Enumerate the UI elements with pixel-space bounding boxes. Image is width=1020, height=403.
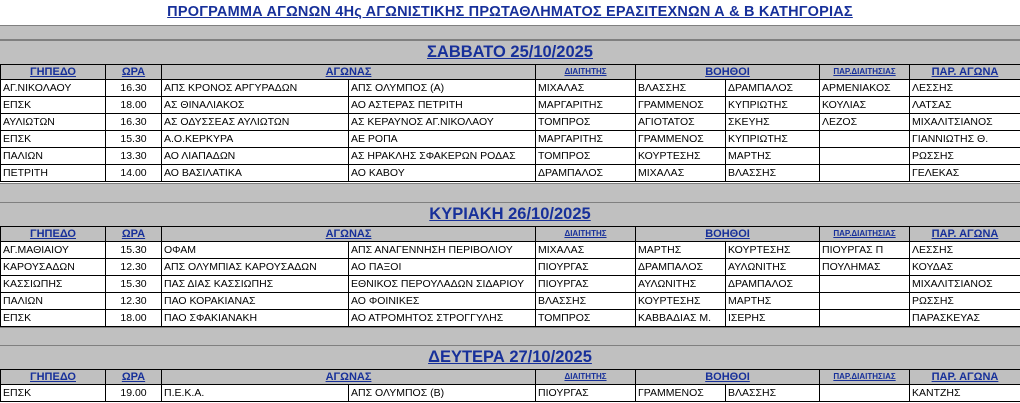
assistant-2-cell: ΔΡΑΜΠΑΛΟΣ <box>726 276 820 293</box>
field-cell: ΑΥΛΙΩΤΩΝ <box>1 114 106 131</box>
field-cell: ΕΠΣΚ <box>1 310 106 327</box>
time-cell: 14.00 <box>106 165 162 182</box>
header-observer: ΠΑΡ. ΑΓΩΝΑ <box>910 370 1020 385</box>
referee-cell: ΠΙΟΥΡΓΑΣ <box>536 276 636 293</box>
home-team-cell: ΠΑΣ ΔΙΑΣ ΚΑΣΣΙΩΠΗΣ <box>162 276 349 293</box>
referee-cell: ΜΙΧΑΛΑΣ <box>536 242 636 259</box>
assistant-2-cell: ΔΡΑΜΠΑΛΟΣ <box>726 80 820 97</box>
observer-cell: ΡΩΣΣΗΣ <box>910 293 1020 310</box>
assistant-1-cell: ΔΡΑΜΠΑΛΟΣ <box>636 259 726 276</box>
table-row <box>1 242 1020 259</box>
home-team-cell: Π.Ε.Κ.Α. <box>162 385 349 402</box>
assistant-1-cell: ΓΡΑΜΜΕΝΟΣ <box>636 385 726 402</box>
header-referee: ΔΙΑΙΤΗΤΗΣ <box>536 65 636 80</box>
assistant-1-cell: ΜΑΡΤΗΣ <box>636 242 726 259</box>
referee-cell: ΤΟΜΠΡΟΣ <box>536 310 636 327</box>
header-time: ΩΡΑ <box>106 227 162 242</box>
observer-cell: ΓΙΑΝΝΙΩΤΗΣ Θ. <box>910 131 1020 148</box>
table-row <box>1 97 1020 114</box>
assistant-1-cell: ΚΟΥΡΤΕΣΗΣ <box>636 293 726 310</box>
home-team-cell: ΑΣ ΟΔΥΣΣΕΑΣ ΑΥΛΙΩΤΩΝ <box>162 114 349 131</box>
referee-cell: ΜΙΧΑΛΑΣ <box>536 80 636 97</box>
away-team-cell: ΑΠΣ ΑΝΑΓΕΝΝΗΣΗ ΠΕΡΙΒΟΛΙΟΥ <box>349 242 536 259</box>
field-cell: ΑΓ.ΝΙΚΟΛΑΟΥ <box>1 80 106 97</box>
away-team-cell: ΑΟ ΑΣΤΕΡΑΣ ΠΕΤΡΙΤΗ <box>349 97 536 114</box>
referee-cell: ΤΟΜΠΡΟΣ <box>536 148 636 165</box>
table-row <box>1 114 1020 131</box>
observer-cell: ΛΑΤΣΑΣ <box>910 97 1020 114</box>
assistant-2-cell: ΑΥΛΩΝΙΤΗΣ <box>726 259 820 276</box>
referee-cell: ΒΛΑΣΣΗΣ <box>536 293 636 310</box>
referee-cell: ΜΑΡΓΑΡΙΤΗΣ <box>536 131 636 148</box>
observer-cell: ΚΑΝΤΖΗΣ <box>910 385 1020 402</box>
time-cell: 16.30 <box>106 80 162 97</box>
page-title: ΠΡΟΓΡΑΜΜΑ ΑΓΩΝΩΝ 4Ης ΑΓΩΝΙΣΤΙΚΗΣ ΠΡΩΤΑΘΛΗΜΑΤΟΣ ΕΡΑΣΙΤΕΧΝΩΝ Α & Β ΚΑΤΗΓΟΡΙΑΣ <box>167 4 853 20</box>
table-row <box>1 80 1020 97</box>
assistant-2-cell: ΣΚΕΥΗΣ <box>726 114 820 131</box>
header-row <box>1 227 1020 242</box>
observer-cell: ΜΙΧΑΛΙΤΣΙΑΝΟΣ <box>910 276 1020 293</box>
time-cell: 13.30 <box>106 148 162 165</box>
assistant-1-cell: ΑΓΙΟΤΑΤΟΣ <box>636 114 726 131</box>
header-time: ΩΡΑ <box>106 65 162 80</box>
header-time: ΩΡΑ <box>106 370 162 385</box>
schedule-table <box>0 226 1020 327</box>
header-field: ΓΗΠΕΔΟ <box>1 370 106 385</box>
field-cell: ΠΑΛΙΩΝ <box>1 148 106 165</box>
field-cell: ΕΠΣΚ <box>1 97 106 114</box>
assistant-2-cell: ΜΑΡΤΗΣ <box>726 148 820 165</box>
header-assistants: ΒΟΗΘΟΙ <box>636 370 820 385</box>
header-match: ΑΓΩΝΑΣ <box>162 65 536 80</box>
field-cell: ΠΕΤΡΙΤΗ <box>1 165 106 182</box>
assistant-1-cell: ΑΥΛΩΝΙΤΗΣ <box>636 276 726 293</box>
table-row <box>1 165 1020 182</box>
assistant-2-cell: ΚΥΠΡΙΩΤΗΣ <box>726 131 820 148</box>
table-row <box>1 148 1020 165</box>
time-cell: 15.30 <box>106 242 162 259</box>
home-team-cell: ΑΟ ΛΙΑΠΑΔΩΝ <box>162 148 349 165</box>
table-row <box>1 259 1020 276</box>
home-team-cell: Α.Ο.ΚΕΡΚΥΡΑ <box>162 131 349 148</box>
assistant-1-cell: ΒΛΑΣΣΗΣ <box>636 80 726 97</box>
day-heading: ΚΥΡΙΑΚΗ 26/10/2025 <box>0 202 1020 226</box>
away-team-cell: ΕΘΝΙΚΟΣ ΠΕΡΟΥΛΑΔΩΝ ΣΙΔΑΡΙΟΥ <box>349 276 536 293</box>
day-section-saturday <box>0 40 1020 182</box>
fourth-official-cell <box>820 131 910 148</box>
referee-cell: ΜΑΡΓΑΡΙΤΗΣ <box>536 97 636 114</box>
header-field: ΓΗΠΕΔΟ <box>1 65 106 80</box>
field-cell: ΕΠΣΚ <box>1 131 106 148</box>
assistant-2-cell: ΒΛΑΣΣΗΣ <box>726 385 820 402</box>
time-cell: 18.00 <box>106 97 162 114</box>
header-match: ΑΓΩΝΑΣ <box>162 227 536 242</box>
observer-cell: ΠΑΡΑΣΚΕΥΑΣ <box>910 310 1020 327</box>
field-cell: ΑΓ.ΜΑΘΙΑΙΟΥ <box>1 242 106 259</box>
assistant-1-cell: ΚΑΒΒΑΔΙΑΣ Μ. <box>636 310 726 327</box>
table-row <box>1 385 1020 402</box>
fourth-official-cell: ΠΟΥΛΗΜΑΣ <box>820 259 910 276</box>
fourth-official-cell <box>820 276 910 293</box>
time-cell: 12.30 <box>106 293 162 310</box>
schedule-table <box>0 369 1020 402</box>
assistant-1-cell: ΜΙΧΑΛΑΣ <box>636 165 726 182</box>
assistant-2-cell: ΚΥΠΡΙΩΤΗΣ <box>726 97 820 114</box>
day-heading: ΣΑΒΒΑΤΟ 25/10/2025 <box>0 40 1020 64</box>
day-heading: ΔΕΥΤΕΡΑ 27/10/2025 <box>0 345 1020 369</box>
table-row <box>1 310 1020 327</box>
header-observer: ΠΑΡ. ΑΓΩΝΑ <box>910 227 1020 242</box>
assistant-2-cell: ΒΛΑΣΣΗΣ <box>726 165 820 182</box>
referee-cell: ΠΙΟΥΡΓΑΣ <box>536 259 636 276</box>
fourth-official-cell <box>820 310 910 327</box>
spacer-band <box>0 327 1020 346</box>
away-team-cell: ΑΟ ΑΤΡΟΜΗΤΟΣ ΣΤΡΟΓΓΥΛΗΣ <box>349 310 536 327</box>
time-cell: 12.30 <box>106 259 162 276</box>
home-team-cell: ΑΠΣ ΟΛΥΜΠΙΑΣ ΚΑΡΟΥΣΑΔΩΝ <box>162 259 349 276</box>
observer-cell: ΛΕΣΣΗΣ <box>910 80 1020 97</box>
table-row <box>1 276 1020 293</box>
time-cell: 19.00 <box>106 385 162 402</box>
assistant-2-cell: ΚΟΥΡΤΕΣΗΣ <box>726 242 820 259</box>
time-cell: 15.30 <box>106 131 162 148</box>
observer-cell: ΓΕΛΕΚΑΣ <box>910 165 1020 182</box>
header-fourth-official: ΠΑΡ.ΔΙΑΙΤΗΣΙΑΣ <box>820 65 910 80</box>
fourth-official-cell: ΠΙΟΥΡΓΑΣ Π <box>820 242 910 259</box>
fourth-official-cell <box>820 293 910 310</box>
header-referee: ΔΙΑΙΤΗΤΗΣ <box>536 227 636 242</box>
fourth-official-cell <box>820 148 910 165</box>
fourth-official-cell <box>820 385 910 402</box>
referee-cell: ΤΟΜΠΡΟΣ <box>536 114 636 131</box>
field-cell: ΠΑΛΙΩΝ <box>1 293 106 310</box>
assistant-1-cell: ΓΡΑΜΜΕΝΟΣ <box>636 97 726 114</box>
home-team-cell: ΑΠΣ ΚΡΟΝΟΣ ΑΡΓΥΡΑΔΩΝ <box>162 80 349 97</box>
away-team-cell: ΑΟ ΠΑΞΟΙ <box>349 259 536 276</box>
fourth-official-cell: ΚΟΥΛΙΑΣ <box>820 97 910 114</box>
header-match: ΑΓΩΝΑΣ <box>162 370 536 385</box>
away-team-cell: ΑΟ ΚΑΒΟΥ <box>349 165 536 182</box>
away-team-cell: ΑΣ ΚΕΡΑΥΝΟΣ ΑΓ.ΝΙΚΟΛΑΟΥ <box>349 114 536 131</box>
header-assistants: ΒΟΗΘΟΙ <box>636 227 820 242</box>
field-cell: ΕΠΣΚ <box>1 385 106 402</box>
home-team-cell: ΠΑΟ ΚΟΡΑΚΙΑΝΑΣ <box>162 293 349 310</box>
header-observer: ΠΑΡ. ΑΓΩΝΑ <box>910 65 1020 80</box>
assistant-1-cell: ΚΟΥΡΤΕΣΗΣ <box>636 148 726 165</box>
home-team-cell: ΟΦΑΜ <box>162 242 349 259</box>
spacer-band <box>0 183 1020 203</box>
header-assistants: ΒΟΗΘΟΙ <box>636 65 820 80</box>
day-section-monday <box>0 345 1020 402</box>
table-row <box>1 293 1020 310</box>
away-team-cell: ΑΕ ΡΟΠΑ <box>349 131 536 148</box>
away-team-cell: ΑΠΣ ΟΛΥΜΠΟΣ (Α) <box>349 80 536 97</box>
referee-cell: ΠΙΟΥΡΓΑΣ <box>536 385 636 402</box>
assistant-1-cell: ΓΡΑΜΜΕΝΟΣ <box>636 131 726 148</box>
header-field: ΓΗΠΕΔΟ <box>1 227 106 242</box>
home-team-cell: ΠΑΟ ΣΦΑΚΙΑΝΑΚΗ <box>162 310 349 327</box>
header-fourth-official: ΠΑΡ.ΔΙΑΙΤΗΣΙΑΣ <box>820 370 910 385</box>
away-team-cell: ΑΣ ΗΡΑΚΛΗΣ ΣΦΑΚΕΡΩΝ ΡΟΔΑΣ <box>349 148 536 165</box>
field-cell: ΚΑΡΟΥΣΑΔΩΝ <box>1 259 106 276</box>
observer-cell: ΛΕΣΣΗΣ <box>910 242 1020 259</box>
day-section-sunday <box>0 202 1020 327</box>
header-row <box>1 370 1020 385</box>
time-cell: 18.00 <box>106 310 162 327</box>
table-row <box>1 131 1020 148</box>
header-referee: ΔΙΑΙΤΗΤΗΣ <box>536 370 636 385</box>
header-fourth-official: ΠΑΡ.ΔΙΑΙΤΗΣΙΑΣ <box>820 227 910 242</box>
time-cell: 15.30 <box>106 276 162 293</box>
spacer-band <box>0 25 1020 40</box>
home-team-cell: ΑΟ ΒΑΣΙΛΑΤΙΚΑ <box>162 165 349 182</box>
field-cell: ΚΑΣΣΙΩΠΗΣ <box>1 276 106 293</box>
fourth-official-cell: ΛΕΖΟΣ <box>820 114 910 131</box>
home-team-cell: ΑΣ ΘΙΝΑΛΙΑΚΟΣ <box>162 97 349 114</box>
away-team-cell: ΑΠΣ ΟΛΥΜΠΟΣ (Β) <box>349 385 536 402</box>
referee-cell: ΔΡΑΜΠΑΛΟΣ <box>536 165 636 182</box>
observer-cell: ΜΙΧΑΛΙΤΣΙΑΝΟΣ <box>910 114 1020 131</box>
time-cell: 16.30 <box>106 114 162 131</box>
observer-cell: ΚΟΥΔΑΣ <box>910 259 1020 276</box>
header-row <box>1 65 1020 80</box>
observer-cell: ΡΩΣΣΗΣ <box>910 148 1020 165</box>
schedule-table <box>0 64 1020 182</box>
fourth-official-cell: ΑΡΜΕΝΙΑΚΟΣ <box>820 80 910 97</box>
fourth-official-cell <box>820 165 910 182</box>
assistant-2-cell: ΜΑΡΤΗΣ <box>726 293 820 310</box>
away-team-cell: ΑΟ ΦΟΙΝΙΚΕΣ <box>349 293 536 310</box>
assistant-2-cell: ΙΣΕΡΗΣ <box>726 310 820 327</box>
